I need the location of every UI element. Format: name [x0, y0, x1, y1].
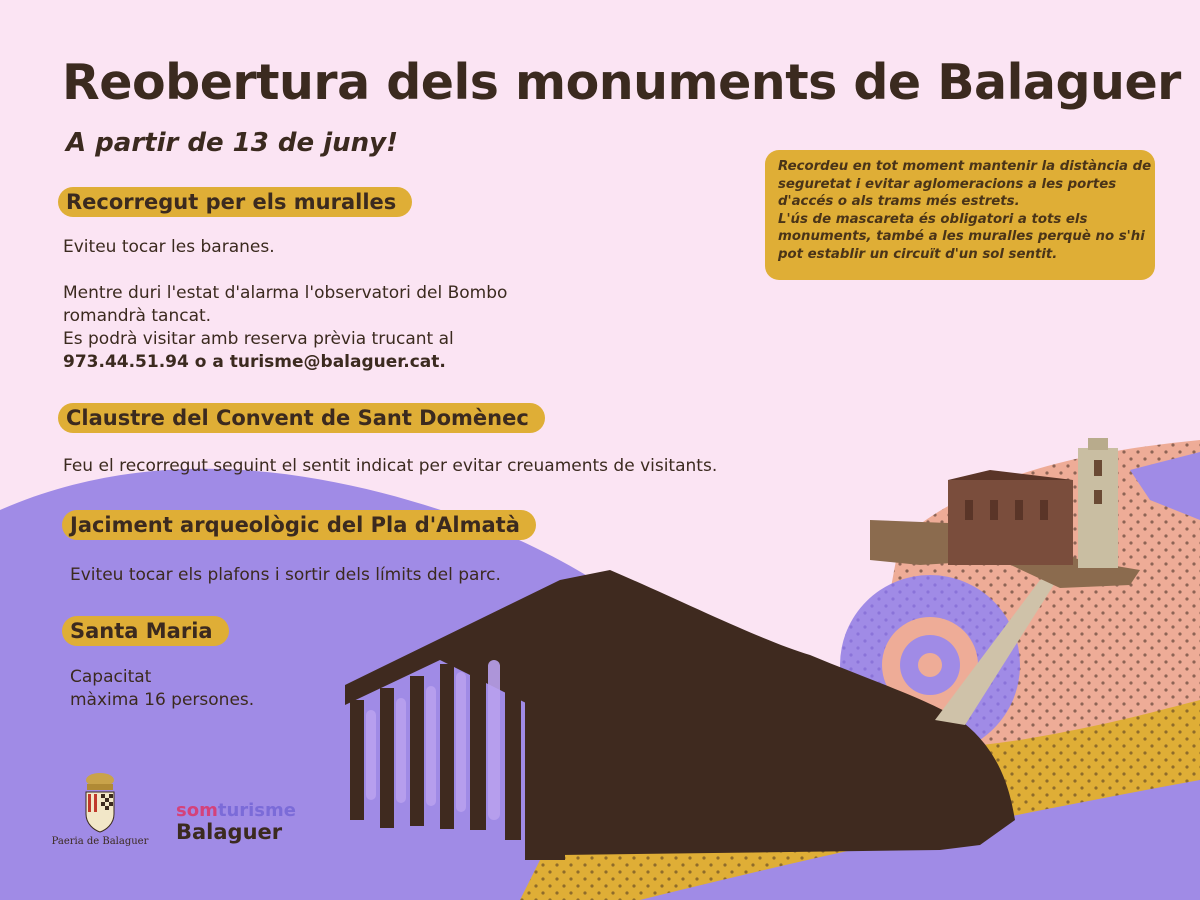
section-heading-muralles: Recorregut per els muralles — [58, 187, 412, 217]
body-line: màxima 16 persones. — [70, 690, 255, 710]
section-heading-jaciment: Jaciment arqueològic del Pla d'Almatà — [62, 510, 536, 540]
balaguer-wordmark: Balaguer — [176, 820, 283, 844]
somturisme-logo — [176, 800, 316, 850]
notice-line: L'ús de mascareta és obligatori a tots els — [778, 211, 1088, 227]
section-body-jaciment — [70, 564, 501, 587]
body-line: Eviteu tocar les baranes. — [63, 237, 275, 257]
body-line: Mentre duri l'estat d'alarma l'observatori del Bombo — [63, 283, 508, 303]
body-line: romandrà tancat. — [63, 306, 212, 326]
body-line: Capacitat — [70, 667, 152, 687]
section-heading-santa-maria: Santa Maria — [62, 616, 229, 646]
som-text: som — [176, 800, 218, 821]
notice-line: seguretat i evitar aglomeracions a les portes — [778, 176, 1117, 192]
notice-line: d'accés o als trams més estrets. — [778, 194, 1020, 209]
notice-box — [765, 150, 1155, 280]
section-body-muralles — [63, 236, 507, 374]
coat-of-arms-icon — [50, 770, 150, 836]
body-line: Eviteu tocar els plafons i sortir dels límits del parc. — [70, 565, 501, 585]
section-body-claustre — [63, 455, 717, 478]
notice-line: monuments, també a les muralles perquè no s'hi — [778, 229, 1145, 244]
body-line: Es podrà visitar amb reserva prèvia trucant al — [63, 329, 454, 349]
section-body-santa-maria — [70, 666, 254, 712]
turisme-text: turisme — [217, 800, 296, 821]
notice-line: pot establir un circuït d'un sol sentit. — [778, 246, 1058, 262]
somturisme-wordmark — [176, 800, 296, 821]
page-subtitle: A partir de 13 de juny! — [66, 128, 398, 158]
notice-line: Recordeu en tot moment mantenir la distància de — [778, 159, 1152, 174]
paeria-caption: Paeria de Balaguer — [51, 836, 149, 847]
page-title: Reobertura dels monuments de Balaguer — [62, 54, 1181, 111]
paeria-logo — [50, 770, 150, 850]
body-line: Feu el recorregut seguint el sentit indicat per evitar creuaments de visitants. — [63, 456, 718, 476]
contact-line: 973.44.51.94 o a turisme@balaguer.cat. — [63, 352, 446, 372]
section-heading-claustre: Claustre del Convent de Sant Domènec — [58, 403, 545, 433]
body-line — [63, 259, 507, 282]
